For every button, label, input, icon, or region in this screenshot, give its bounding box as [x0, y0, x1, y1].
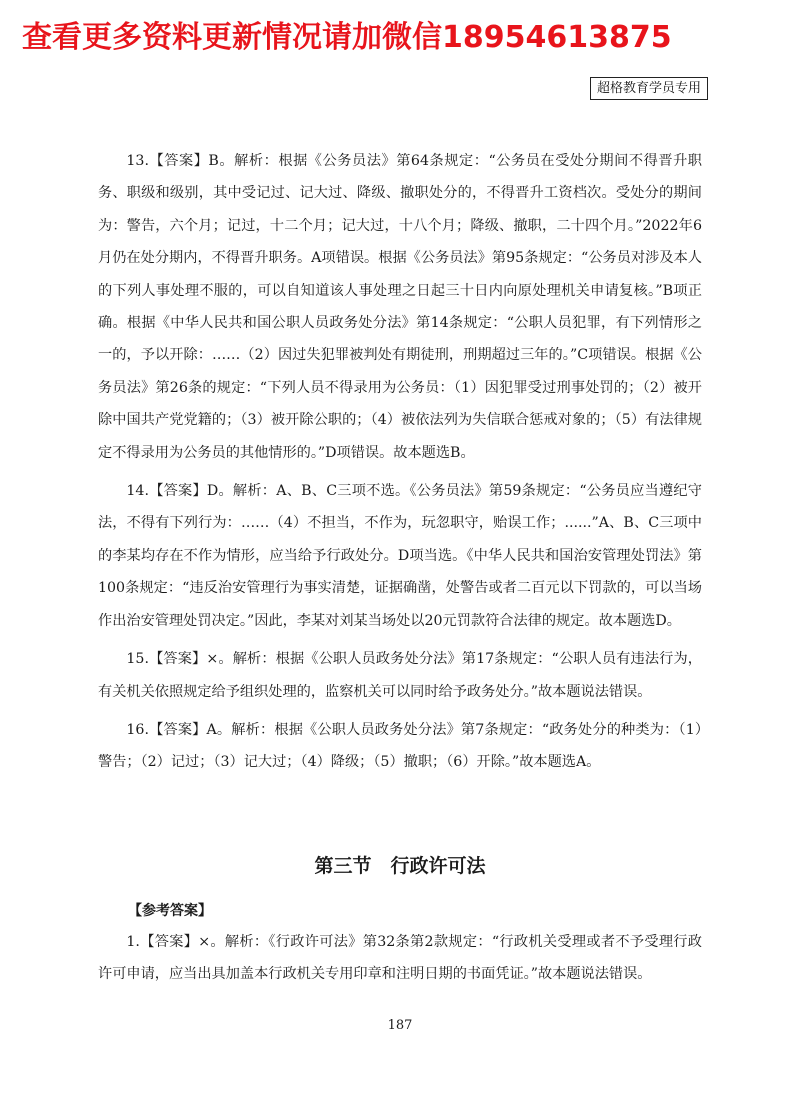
answer-15: 15.【答案】×。解析：根据《公职人员政务处分法》第17条规定：“公职人员有违法行为，有关机关依照规定给予组织处理的，监察机关可以同时给予政务处分。”故本题说法错误。 — [98, 651, 702, 700]
student-only-badge: 超格教育学员专用 — [590, 77, 708, 100]
watermark-banner: 查看更多资料更新情况请加微信18954613875 — [22, 20, 672, 55]
answer-14: 14.【答案】D。解析：A、B、C三项不选。《公务员法》第59条规定：“公务员应当遵纪守法，不得有下列行为：……（4）不担当，不作为，玩忽职守，贻误工作；......”A、B、C三项中的李某均存在不作为情形，应当给予行政处分。D项当选。《中华人民共和国治安管理处罚法》第100条规定：“违反治安管理行为事实清楚，证据确凿，处警告或者二百元以下罚款的，可以当场作出治安管理处罚决定。”因此，李某对刘某当场处以20元罚款符合法律的规定。故本题选D。 — [98, 483, 702, 629]
section-answer-list — [98, 926, 702, 991]
section-answer-1: 1.【答案】×。解析：《行政许可法》第32条第2款规定：“行政机关受理或者不予受理行政许可申请，应当出具加盖本行政机关专用印章和注明日期的书面凭证。”故本题说法错误。 — [98, 934, 702, 983]
page-number: 187 — [387, 1018, 413, 1033]
reference-answer-heading: 【参考答案】 — [128, 903, 212, 919]
section-title: 第三节 行政许可法 — [314, 855, 486, 877]
answer-13: 13.【答案】B。解析：根据《公务员法》第64条规定：“公务员在受处分期间不得晋升职务、职级和级别，其中受记过、记大过、降级、撤职处分的，不得晋升工资档次。受处分的期间为：警告，六个月；记过，十二个月；记大过，十八个月；降级、撤职，二十四个月。”2022年6月仍在处分期内，不得晋升职务。A项错误。根据《公务员法》第95条规定：“公务员对涉及本人的下列人事处理不服的，可以自知道该人事处理之日起三十日内向原处理机关申请复核。”B项正确。根据《中华人民共和国公职人员政务处分法》第14条规定：“公职人员犯罪，有下列情形之一的，予以开除：……（2）因过失犯罪被判处有期徒刑，刑期超过三年的。”C项错误。根据《公务员法》第26条的规定：“下列人员不得录用为公务员：（1）因犯罪受过刑事处罚的；（2）被开除中国共产党党籍的；（3）被开除公职的；（4）被依法列为失信联合惩戒对象的；（5）有法律规定不得录用为公务员的其他情形的。”D项错误。故本题选B。 — [98, 153, 702, 461]
answer-list — [98, 145, 702, 779]
answer-16: 16.【答案】A。解析：根据《公职人员政务处分法》第7条规定：“政务处分的种类为：（1）警告；（2）记过；（3）记大过；（4）降级；（5）撤职；（6）开除。”故本题选A。 — [98, 721, 702, 771]
